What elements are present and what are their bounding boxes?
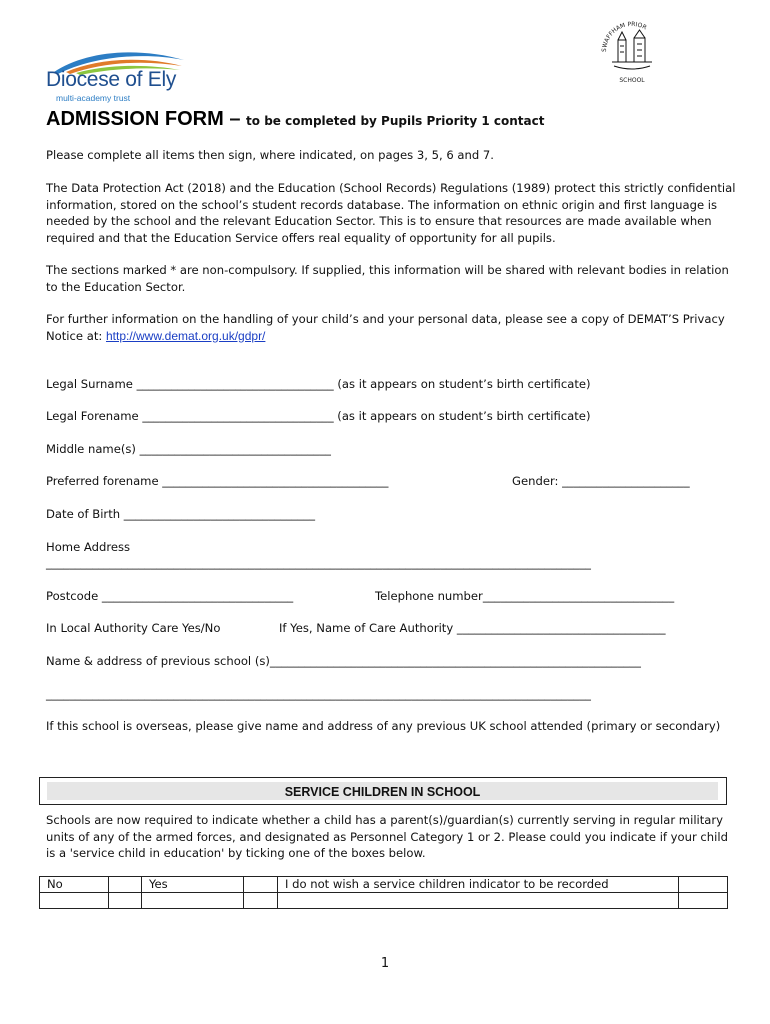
care-authority-field[interactable]: If Yes, Name of Care Authority ____________________________________ <box>279 621 666 635</box>
legal-surname-field[interactable]: Legal Surname __________________________________ (as it appears on student’s birth certificate) <box>46 377 591 391</box>
logo-tagline: multi-academy trust <box>56 93 131 103</box>
school-seal <box>596 16 668 88</box>
privacy-notice-text: For further information on the handling of your child’s and your personal data, please see a copy of DEMAT’S Privacy Notice at: <box>46 312 725 343</box>
table-cell <box>142 893 244 909</box>
preferred-forename-field[interactable]: Preferred forename _______________________________________ <box>46 474 389 488</box>
table-cell <box>278 893 679 909</box>
decline-label: I do not wish a service children indicator to be recorded <box>278 877 679 893</box>
previous-school-extra-line[interactable]: ______________________________________________________________________________________________ <box>46 687 591 701</box>
diocese-logo <box>44 46 194 106</box>
service-children-table <box>39 876 728 909</box>
no-label: No <box>40 877 109 893</box>
previous-school-field[interactable]: Name & address of previous school (s)________________________________________________________________ <box>46 654 641 668</box>
table-cell <box>40 893 109 909</box>
home-address-label: Home Address <box>46 540 131 554</box>
legal-forename-field[interactable]: Legal Forename _________________________________ (as it appears on student’s birth certificate) <box>46 409 591 423</box>
svg-text:SWAFFHAM PRIOR: SWAFFHAM PRIOR <box>600 20 648 53</box>
table-cell <box>109 893 142 909</box>
home-address-field[interactable]: ______________________________________________________________________________________________ <box>46 556 591 570</box>
service-children-text: Schools are now required to indicate whether a child has a parent(s)/guardian(s) currently serving in regular military units of any of the armed forces, and designated as Personnel Category 1 or 2. Please could you indicate if your child is a 'service child in education' by ticking one of the boxes below. <box>46 813 728 860</box>
local-authority-care-field[interactable]: In Local Authority Care Yes/No <box>46 621 221 635</box>
service-children-heading-bg <box>47 782 718 800</box>
date-of-birth-field[interactable]: Date of Birth _________________________________ <box>46 507 316 521</box>
no-checkbox[interactable] <box>109 877 142 893</box>
logo-name: Diocese of Ely <box>46 68 177 91</box>
service-children-heading-box <box>39 777 727 805</box>
form-title <box>46 108 544 131</box>
intro-paragraph-3: The sections marked * are non-compulsory. If supplied, this information will be shared with relevant bodies in relation to the Education Sector. <box>46 263 729 294</box>
form-title-main: ADMISSION FORM <box>46 108 224 130</box>
table-cell <box>679 893 728 909</box>
school-seal-icon <box>596 16 668 88</box>
middle-names-field[interactable]: Middle name(s) _________________________________ <box>46 442 331 456</box>
intro-paragraph-1: Please complete all items then sign, where indicated, on pages 3, 5, 6 and 7. <box>46 148 494 162</box>
intro-paragraph-2: The Data Protection Act (2018) and the Education (School Records) Regulations (1989) protect this strictly confidential information, stored on the school’s student records database. The information on ethnic origin and first language is needed by the school and the relevant Education Sector. This is to ensure that resources are made available when required and that the Education Service offers real equality of opportunity for all pupils. <box>46 181 736 245</box>
telephone-field[interactable]: Telephone number_________________________________ <box>375 589 675 603</box>
table-row <box>40 893 728 909</box>
yes-label: Yes <box>142 877 244 893</box>
decline-checkbox[interactable] <box>679 877 728 893</box>
service-children-heading: SERVICE CHILDREN IN SCHOOL <box>284 785 481 799</box>
overseas-note: If this school is overseas, please give name and address of any previous UK school attended (primary or secondary) <box>46 719 721 733</box>
yes-checkbox[interactable] <box>244 877 278 893</box>
privacy-notice-link[interactable]: http://www.demat.org.uk/gdpr/ <box>105 328 266 343</box>
gender-field[interactable]: Gender: ______________________ <box>512 474 690 488</box>
svg-text:SCHOOL: SCHOOL <box>619 77 645 84</box>
table-row <box>40 877 728 893</box>
title-dash: – <box>223 108 247 130</box>
form-title-subtitle: to be completed by Pupils Priority 1 contact <box>246 114 545 128</box>
postcode-field[interactable]: Postcode _________________________________ <box>46 589 294 603</box>
intro-paragraph-4 <box>46 311 736 344</box>
page-number: 1 <box>380 956 390 971</box>
table-cell <box>244 893 278 909</box>
